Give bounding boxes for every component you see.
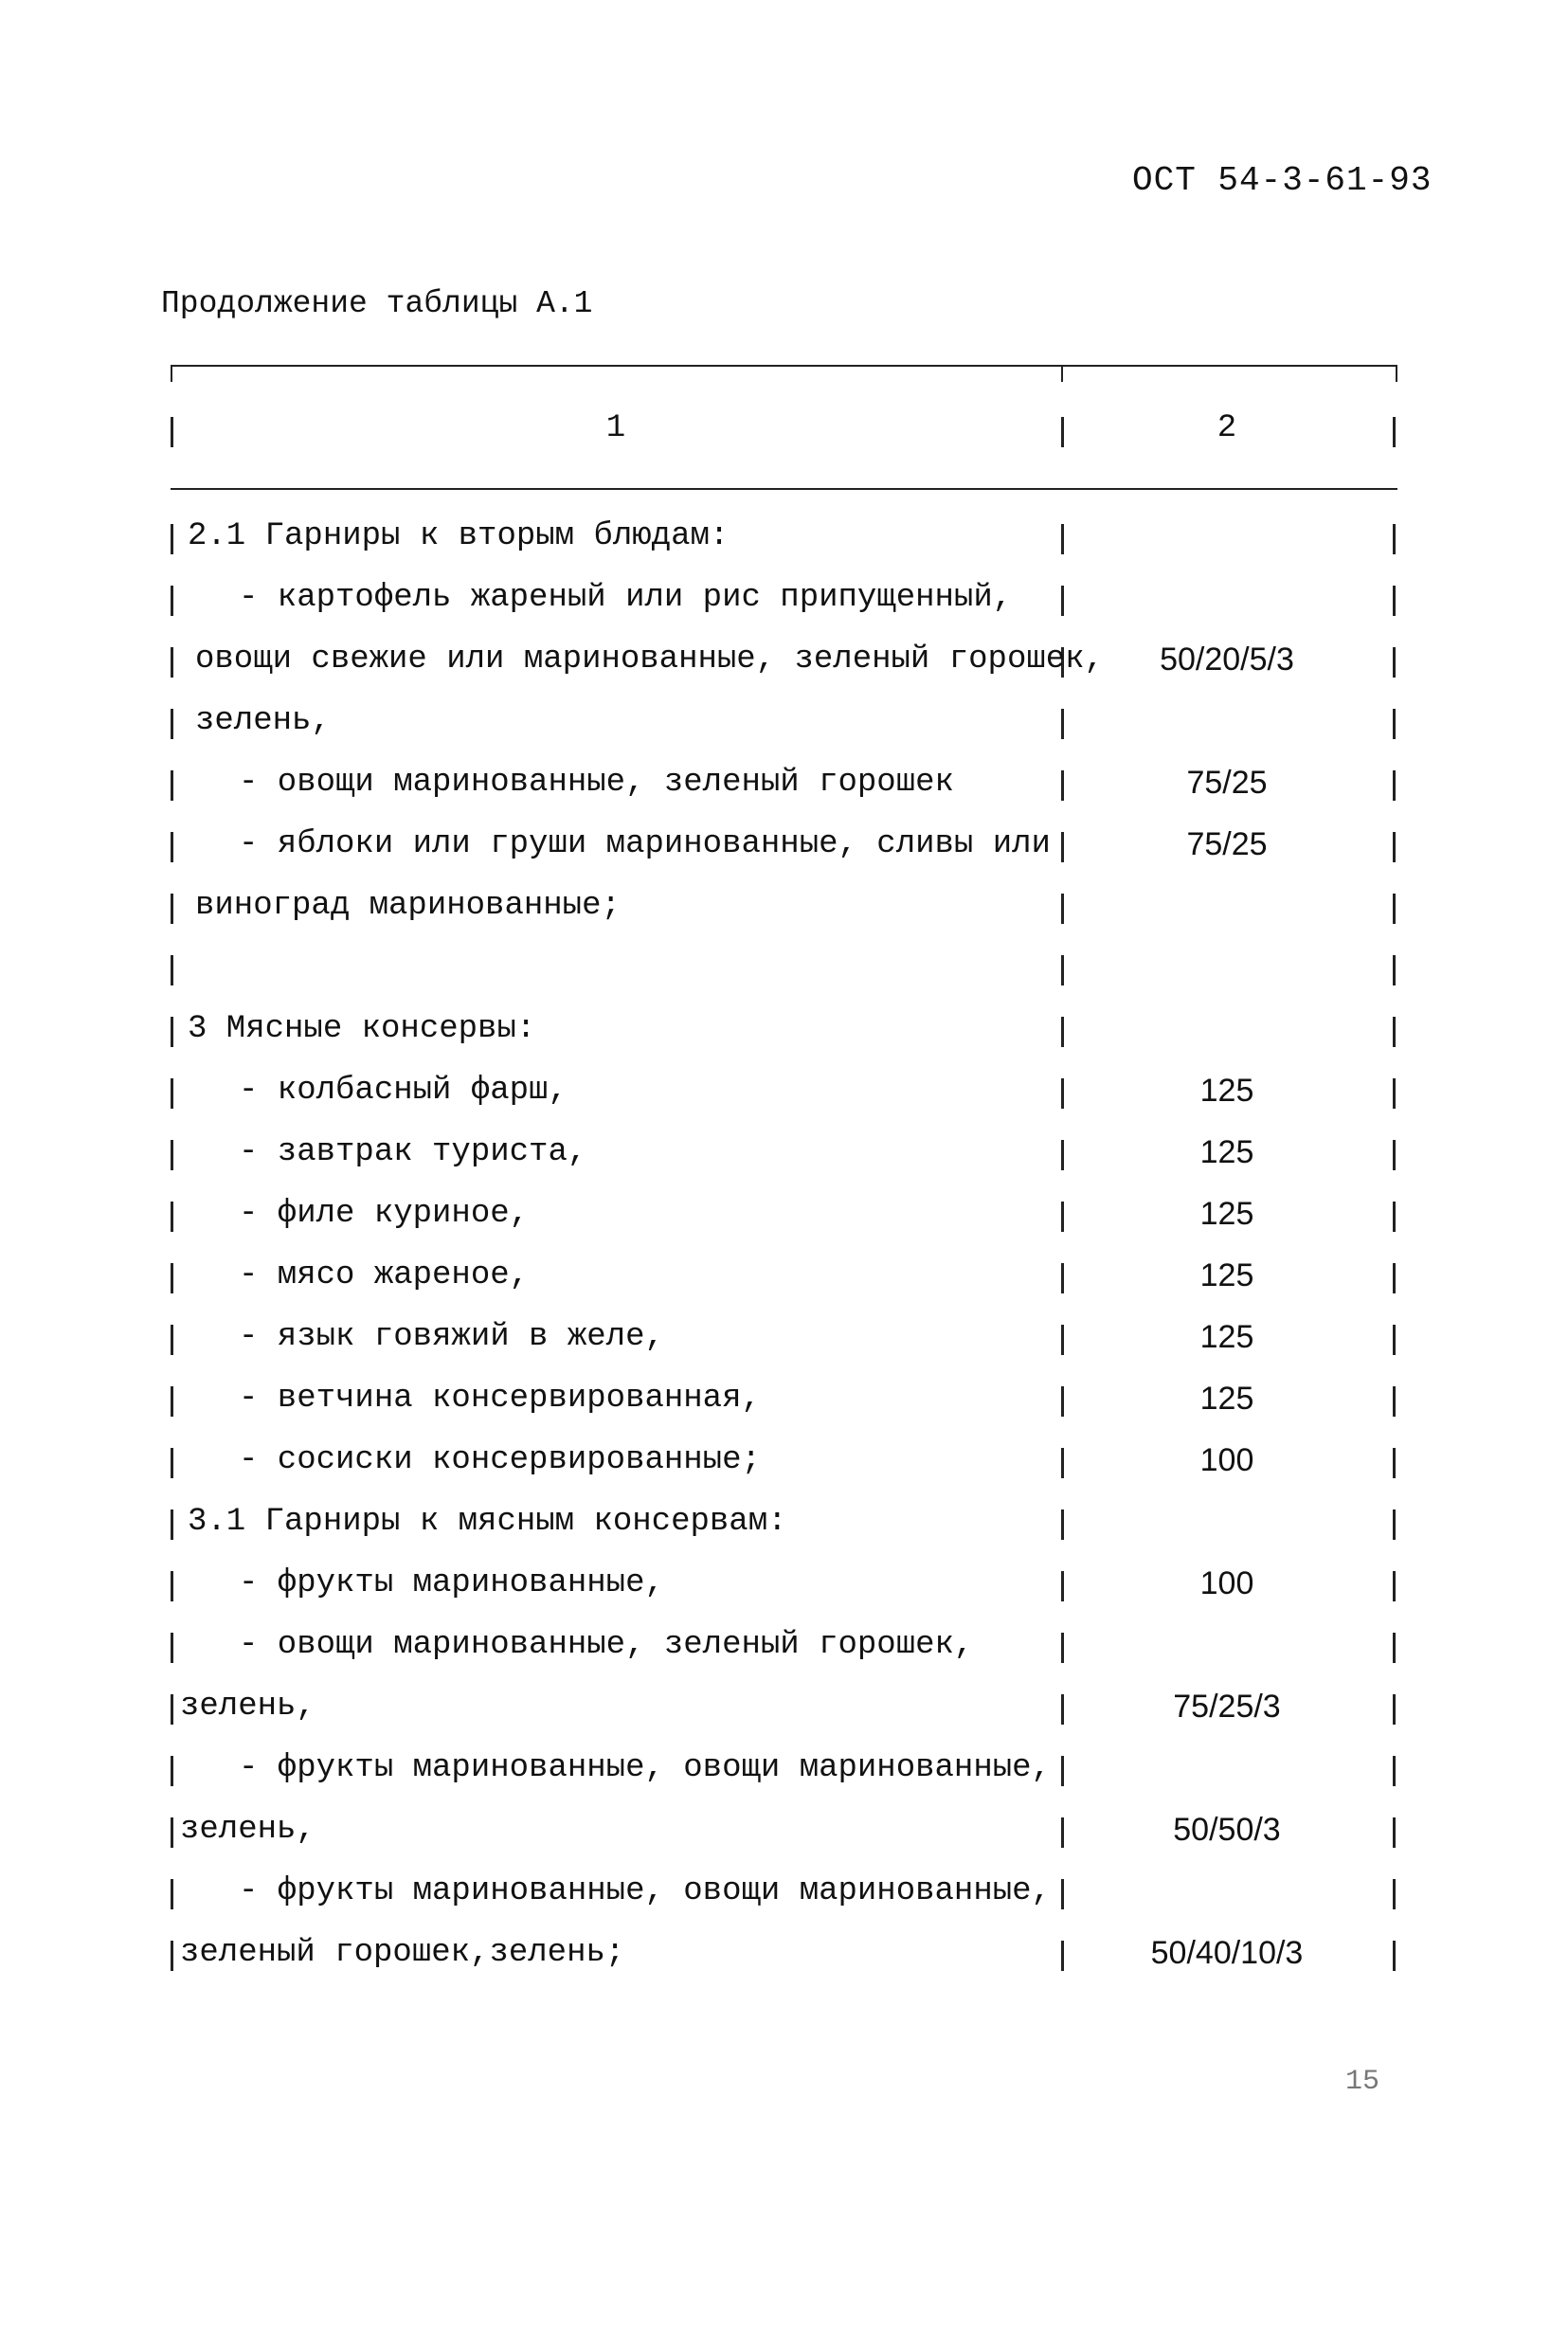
row-border-mid [1061,1509,1064,1540]
row-border-right [1393,1448,1396,1478]
row-border-right [1393,1756,1396,1786]
row-description: - овощи маринованные, зеленый горошек, [239,1627,974,1663]
row-description: зелень, [180,1812,315,1848]
row-border-left [171,524,173,554]
row-border-left [171,709,173,739]
row-value: 50/40/10/3 [1150,1935,1304,1971]
row-border-left [171,770,173,801]
row-description: - фрукты маринованные, [239,1565,664,1601]
table-row [171,1623,1397,1685]
row-description: - фрукты маринованные, овощи маринованные, [239,1873,1051,1909]
row-border-right [1393,709,1396,739]
row-value: 125 [1199,1196,1254,1232]
table-row [171,1315,1397,1377]
table-row [171,1500,1397,1562]
table-row [171,1192,1397,1254]
table-row [171,638,1397,699]
table-row [171,1007,1397,1069]
row-description: зелень, [180,1689,315,1725]
table-row [171,699,1397,761]
row-border-left [171,955,173,985]
row-value: 75/25/3 [1173,1689,1281,1725]
row-border-right [1393,1879,1396,1909]
table-row [171,946,1397,1007]
row-border-right [1393,647,1396,678]
row-border-left [171,1140,173,1170]
row-description: зеленый горошек,зелень; [180,1935,625,1971]
row-description: - завтрак туриста, [239,1134,587,1170]
table-row [171,1438,1397,1500]
row-value: 75/25 [1186,765,1268,801]
row-description: - фрукты маринованные, овощи маринованные, [239,1750,1051,1786]
row-description: - филе куриное, [239,1196,530,1232]
table-row [171,1931,1397,1993]
row-border-right [1393,524,1396,554]
page-number: 15 [1345,2066,1380,2098]
row-description: 2.1 Гарниры к вторым блюдам: [188,518,730,554]
table-row [171,1254,1397,1315]
row-border-left [171,1078,173,1109]
row-border-right [1393,832,1396,862]
row-border-left [171,647,173,678]
row-description: - колбасный фарш, [239,1073,568,1109]
row-value: 100 [1199,1442,1254,1478]
row-description: - овощи маринованные, зеленый горошек [239,765,954,801]
row-border-right [1393,894,1396,924]
row-border-mid [1061,709,1064,739]
table-row [171,1130,1397,1192]
row-border-left [171,1325,173,1355]
row-value: 125 [1199,1134,1254,1170]
row-border-left [171,1509,173,1540]
row-border-right [1393,1817,1396,1848]
table-row [171,1746,1397,1808]
row-border-right [1393,1509,1396,1540]
row-description: - язык говяжий в желе, [239,1319,664,1355]
table-row [171,515,1397,576]
header-bar-right [1393,417,1396,447]
row-value: 125 [1199,1073,1254,1109]
row-border-right [1393,1941,1396,1971]
row-value: 125 [1199,1257,1254,1293]
row-value: 50/50/3 [1173,1812,1281,1848]
row-border-left [171,1017,173,1047]
row-border-right [1393,1633,1396,1663]
row-border-left [171,1694,173,1725]
row-border-mid [1061,1633,1064,1663]
table-row [171,1562,1397,1623]
row-border-mid [1061,1756,1064,1786]
row-description: 3.1 Гарниры к мясным консервам: [188,1504,787,1540]
row-border-mid [1061,894,1064,924]
table-corner-left [171,365,172,382]
row-border-left [171,1633,173,1663]
row-border-left [171,1263,173,1293]
row-border-right [1393,1694,1396,1725]
header-separator [171,488,1397,490]
table-row [171,1069,1397,1130]
row-border-right [1393,1078,1396,1109]
row-border-left [171,832,173,862]
table-top-border [171,365,1397,367]
row-value: 125 [1199,1381,1254,1417]
table-row [171,576,1397,638]
row-border-right [1393,1017,1396,1047]
row-description: - ветчина консервированная, [239,1381,761,1417]
row-border-mid [1061,524,1064,554]
row-border-left [171,1756,173,1786]
table-row [171,884,1397,946]
row-border-right [1393,1325,1396,1355]
row-border-mid [1061,955,1064,985]
row-border-mid [1061,1017,1064,1047]
table-row [171,1377,1397,1438]
table-row [171,1685,1397,1746]
table-row [171,1808,1397,1870]
row-description: зелень, [195,703,331,739]
row-border-left [171,894,173,924]
table-corner-mid [1061,365,1063,382]
row-value: 50/20/5/3 [1160,642,1294,678]
row-value: 125 [1199,1319,1254,1355]
row-border-right [1393,955,1396,985]
table-row [171,1870,1397,1931]
row-border-left [171,1571,173,1601]
row-description: - картофель жареный или рис припущенный, [239,580,1013,616]
row-border-right [1393,1386,1396,1417]
table-body [171,515,1397,1993]
row-border-left [171,1941,173,1971]
row-border-left [171,586,173,616]
row-border-right [1393,586,1396,616]
row-value: 75/25 [1186,826,1268,862]
column-header-2: 2 [1217,410,1237,446]
row-description: овощи свежие или маринованные, зеленый горошек, [195,642,1104,678]
row-border-left [171,1448,173,1478]
row-description: - яблоки или груши маринованные, сливы или [239,826,1051,862]
row-description: 3 Мясные консервы: [188,1011,536,1047]
row-description: - мясо жареное, [239,1257,530,1293]
row-border-right [1393,1571,1396,1601]
row-border-mid [1061,1879,1064,1909]
row-description: виноград маринованные; [195,888,621,924]
row-border-right [1393,1140,1396,1170]
row-border-right [1393,1202,1396,1232]
row-border-left [171,1202,173,1232]
row-border-right [1393,770,1396,801]
row-description: - сосиски консервированные; [239,1442,761,1478]
table-row [171,761,1397,822]
table-caption: Продолжение таблицы А.1 [161,286,593,321]
row-border-left [171,1386,173,1417]
row-border-right [1393,1263,1396,1293]
document-code: ОСТ 54-3-61-93 [1132,161,1433,200]
table [171,365,1397,1990]
row-border-left [171,1817,173,1848]
row-border-left [171,1879,173,1909]
table-row [171,822,1397,884]
row-value: 100 [1199,1565,1254,1601]
row-border-mid [1061,586,1064,616]
column-header-1: 1 [605,410,626,446]
table-corner-right [1396,365,1397,382]
